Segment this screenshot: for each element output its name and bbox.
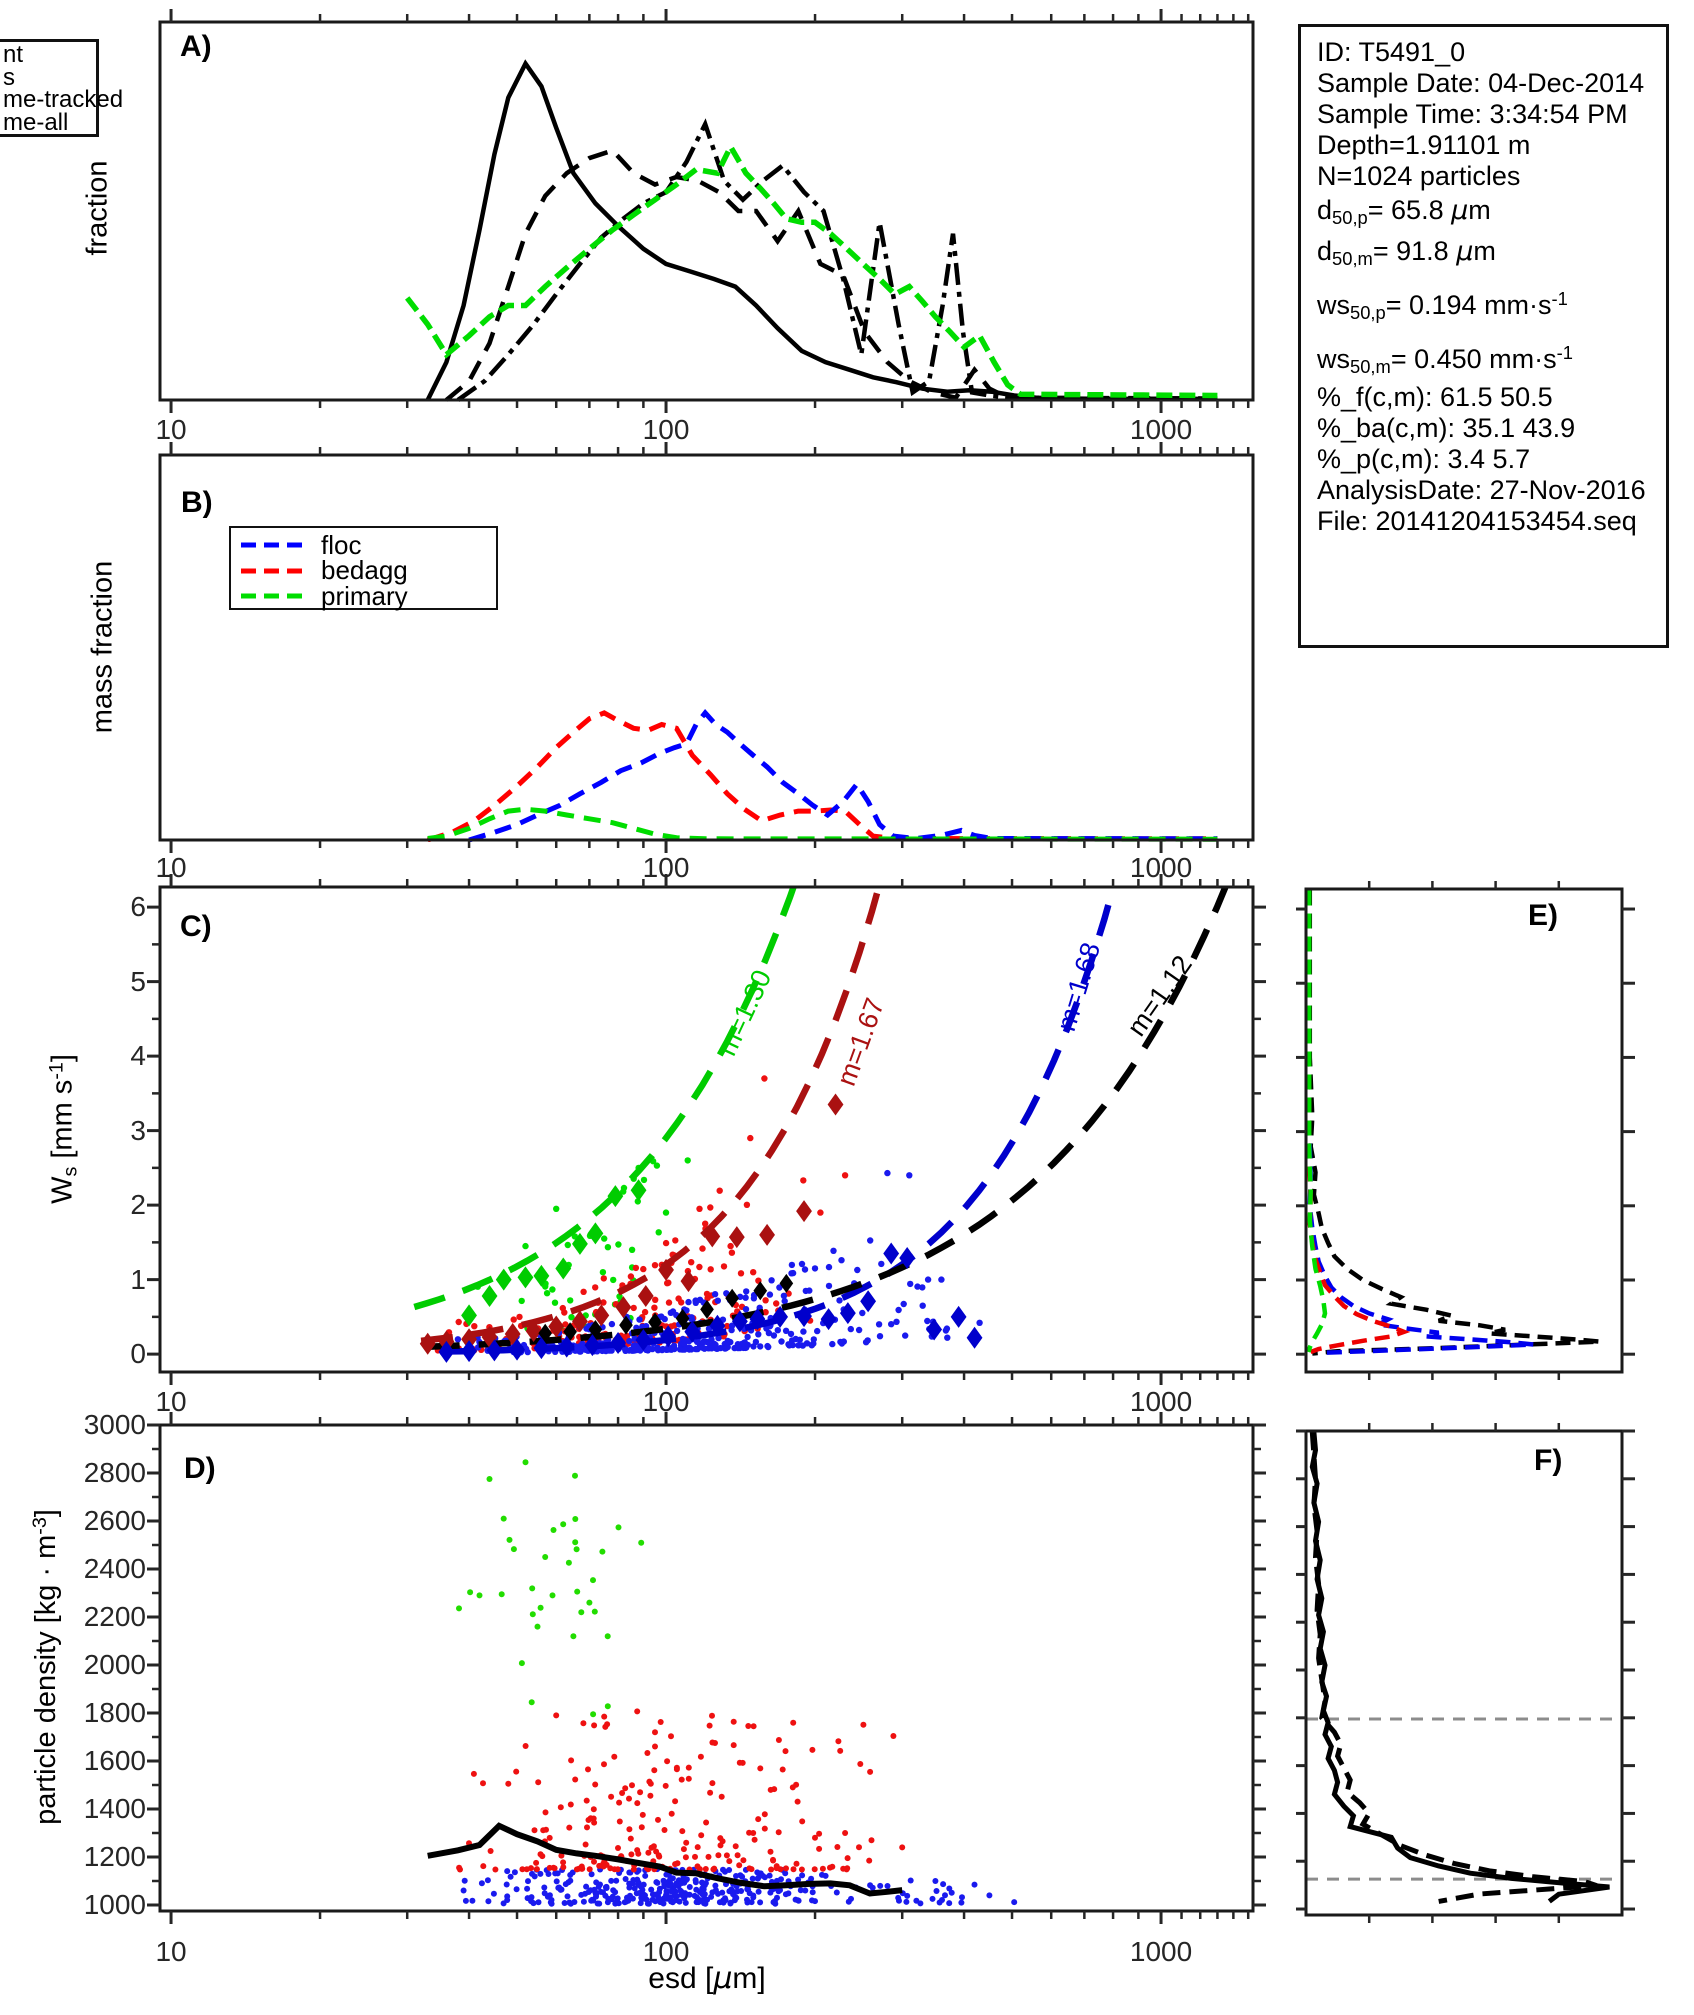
curve-floc — [469, 713, 1217, 840]
outlier-dots — [702, 1075, 848, 1249]
ws-tick-label: 5 — [130, 965, 146, 997]
info-line: N=1024 particles — [1317, 161, 1521, 191]
ws-tick-label: 3 — [130, 1114, 146, 1146]
panel-b-plot — [130, 425, 1283, 870]
legend-item-label: primary — [321, 580, 408, 611]
density-tick-label: 2800 — [83, 1457, 146, 1488]
info-line: $ws_{50,p}= 0.194$ $mm\cdot s^{-1}$ — [1317, 288, 1568, 323]
bedagg-density — [456, 1708, 896, 1872]
info-line: $ws_{50,m}= 0.450$ $mm\cdot s^{-1}$ — [1317, 342, 1573, 377]
panel-a-content — [407, 64, 1217, 400]
panel-c-content — [414, 816, 1242, 1363]
info-line: $d_{50,p}= 65.8$ μm — [1317, 195, 1491, 228]
info-line: File: 20141204153454.seq — [1317, 506, 1637, 536]
ws-tick-label: 4 — [130, 1040, 146, 1072]
x-tick-label: 10 — [155, 414, 187, 445]
legend-item-partial: s — [3, 63, 15, 91]
density-tick-label: 1000 — [83, 1889, 146, 1920]
panel-f-label: F) — [1534, 1444, 1563, 1477]
profile-all — [1310, 891, 1600, 1354]
x-tick-label: 1000 — [1129, 414, 1193, 445]
density-tick-label: 1800 — [83, 1697, 146, 1728]
density-tick-label: 3000 — [83, 1409, 146, 1440]
panel-f-content — [1306, 1432, 1622, 1901]
x-tick-label: 10 — [155, 1936, 187, 1967]
fit-curve-m=1.67 — [421, 816, 897, 1341]
legend-line-sample — [241, 566, 307, 576]
density-tick-label: 2400 — [83, 1553, 146, 1584]
fit-exponent-label: m=1.68 — [1050, 939, 1107, 1035]
profile-computed — [1312, 1432, 1609, 1901]
ws-tick-label: 6 — [130, 891, 146, 923]
panel-a-plot — [130, 0, 1283, 430]
panel-a-label: A) — [180, 30, 212, 63]
x-tick-label: 100 — [642, 1936, 690, 1967]
ws-tick-label: 2 — [130, 1189, 146, 1221]
panel-c-plot — [130, 857, 1283, 1402]
info-line: %_p(c,m): 3.4 5.7 — [1317, 444, 1531, 474]
density-tick-label: 2000 — [83, 1649, 146, 1680]
info-line: ID: T5491_0 — [1317, 37, 1466, 67]
xlabel-esd: esd [μm] — [648, 1961, 766, 1996]
panel-e-label: E) — [1528, 899, 1558, 932]
legend-line-sample — [241, 540, 307, 550]
curve-bedagg — [428, 713, 1218, 840]
legend-item-label: floc — [321, 529, 362, 560]
legend-item-partial: nt — [3, 41, 24, 68]
legend-panel-b — [229, 526, 498, 610]
legend-panel-a-partial — [0, 39, 124, 137]
ws-tick-label: 1 — [130, 1263, 146, 1295]
panel-b-content — [428, 713, 1218, 840]
info-line: Depth=1.91101 m — [1317, 130, 1531, 160]
density-tick-label: 1600 — [83, 1745, 146, 1776]
ws-tick-label: 0 — [130, 1338, 146, 1370]
x-tick-label: 10 — [155, 852, 187, 883]
panel-d-label: D) — [184, 1452, 216, 1485]
x-tick-label: 10 — [155, 1386, 187, 1417]
legend-item-partial: me-tracked — [3, 86, 124, 113]
curve-count — [428, 64, 1218, 400]
ylabel-fraction: fraction — [81, 160, 114, 256]
fit-exponent-label: m=1.12 — [1121, 949, 1198, 1042]
fit-exponent-label: m=1.30 — [711, 965, 778, 1061]
outlier-dots — [505, 1712, 905, 1850]
legend-item-label: bedagg — [321, 555, 408, 585]
panel-b-label: B) — [181, 486, 213, 519]
profile-bedagg — [1309, 891, 1404, 1353]
info-line: %_f(c,m): 61.5 50.5 — [1317, 382, 1553, 412]
legend-item-partial: me-all — [3, 108, 69, 136]
legend-item-primary — [241, 580, 408, 611]
ylabel-ws: $W_s$ [mm $s^{-1}$] — [45, 1054, 82, 1204]
panel-d-content — [428, 1459, 1018, 1907]
x-tick-label: 1000 — [1129, 1386, 1193, 1417]
legend-line-sample — [241, 591, 307, 601]
info-line: Sample Date: 04-Dec-2014 — [1317, 68, 1645, 98]
info-line: %_ba(c,m): 35.1 43.9 — [1317, 413, 1576, 443]
fit-curve-m=1.30 — [414, 822, 815, 1307]
density-tick-label: 2200 — [83, 1601, 146, 1632]
x-tick-label: 1000 — [1129, 1936, 1193, 1967]
profile-floc — [1309, 891, 1533, 1353]
primary-density — [456, 1473, 644, 1718]
profile-measured — [1312, 1432, 1596, 1901]
ylabel-mass-fraction: mass fraction — [86, 560, 119, 734]
sample-info-box — [1298, 24, 1669, 648]
x-tick-label: 100 — [642, 1386, 690, 1417]
panel-e-plot — [1276, 859, 1652, 1402]
panel-e-content — [1309, 891, 1600, 1354]
panel-d-plot — [130, 1395, 1283, 1941]
panel-f-plot — [1276, 1401, 1652, 1945]
x-tick-label: 1000 — [1129, 852, 1193, 883]
density-tick-label: 1400 — [83, 1793, 146, 1824]
density-tick-label: 2600 — [83, 1505, 146, 1536]
info-line: $d_{50,m}= 91.8$ μm — [1317, 236, 1496, 269]
info-line: AnalysisDate: 27-Nov-2016 — [1317, 475, 1646, 505]
panel-c-label: C) — [180, 910, 212, 943]
density-tick-label: 1200 — [83, 1841, 146, 1872]
curve-primary — [428, 809, 1218, 839]
x-tick-label: 100 — [642, 414, 690, 445]
info-line: Sample Time: 3:34:54 PM — [1317, 99, 1628, 129]
x-tick-label: 100 — [642, 852, 690, 883]
fit-exponent-label: m=1.67 — [830, 994, 891, 1090]
ylabel-density: particle density $[kg \cdot m^{-3}]$ — [29, 1509, 62, 1825]
